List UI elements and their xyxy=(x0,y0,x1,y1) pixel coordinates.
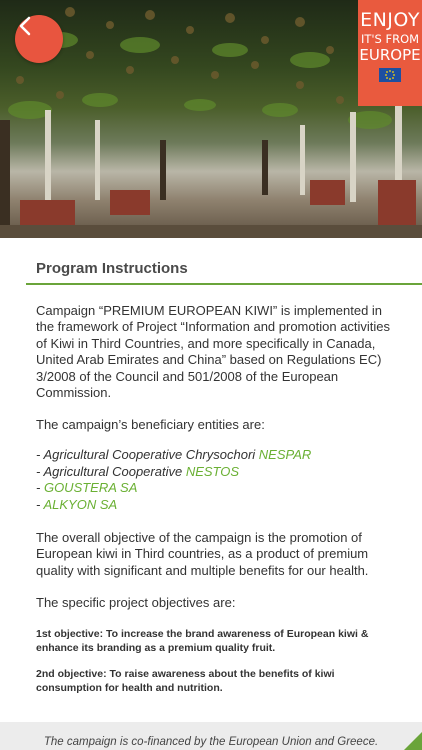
list-item xyxy=(36,497,396,514)
specific-objectives-heading: The specific project objectives are: xyxy=(36,595,236,610)
beneficiary-prefix: - Agricultural Cooperative Chrysochori xyxy=(36,447,259,462)
beneficiary-prefix: - Agricultural Cooperative xyxy=(36,463,186,479)
back-button[interactable] xyxy=(15,15,63,63)
objective-2: 2nd objective: To raise awareness about the benefits of kiwi consumption for health and nutrition. xyxy=(36,668,335,694)
badge-line-3: EUROPE xyxy=(359,46,421,64)
list-item xyxy=(36,464,396,481)
list-item xyxy=(36,447,396,464)
page-title: Program Instructions xyxy=(36,260,188,277)
beneficiary-name: NESPAR xyxy=(258,447,312,462)
footer-text: The campaign is co-financed by the European Union and Greece. xyxy=(43,736,379,748)
eu-flag-icon xyxy=(379,68,401,82)
corner-accent xyxy=(404,732,422,750)
beneficiaries-list xyxy=(36,447,396,513)
enjoy-europe-logo xyxy=(358,0,422,106)
objective-1: 1st objective: To increase the brand awareness of European kiwi & enhance its branding as a premium quality fruit. xyxy=(36,628,369,654)
footer-bar xyxy=(0,722,422,750)
beneficiary-name: ALKYON SA xyxy=(43,496,118,512)
intro-paragraph: Campaign “PREMIUM EUROPEAN KIWI” is implemented in the framework of Project “Information and promotion activities of Kiwi in Third Countries, and more specifically in Canada, United Arab Emirates and China” based on Regulations EC) 3/2008 of the Council and 501/2008 of the European Commission. xyxy=(36,303,391,401)
hero-image xyxy=(0,0,422,238)
content-header xyxy=(36,238,396,278)
badge-line-1: ENJOY xyxy=(360,9,420,31)
beneficiaries-heading: The campaign’s beneficiary entities are: xyxy=(36,417,265,432)
beneficiary-name: NESTOS xyxy=(185,463,240,479)
title-divider xyxy=(26,283,422,285)
chevron-left-icon xyxy=(15,15,37,37)
badge-line-2: IT'S FROM xyxy=(360,32,420,46)
list-item xyxy=(36,480,396,497)
beneficiary-prefix: - xyxy=(36,496,44,512)
beneficiary-name: GOUSTERA SA xyxy=(43,480,138,495)
beneficiary-prefix: - xyxy=(36,480,44,495)
objective-paragraph: The overall objective of the campaign is the promotion of European kiwi in Third countries, as a product of premium quality with significant and multiple benefits for our health. xyxy=(36,530,369,578)
